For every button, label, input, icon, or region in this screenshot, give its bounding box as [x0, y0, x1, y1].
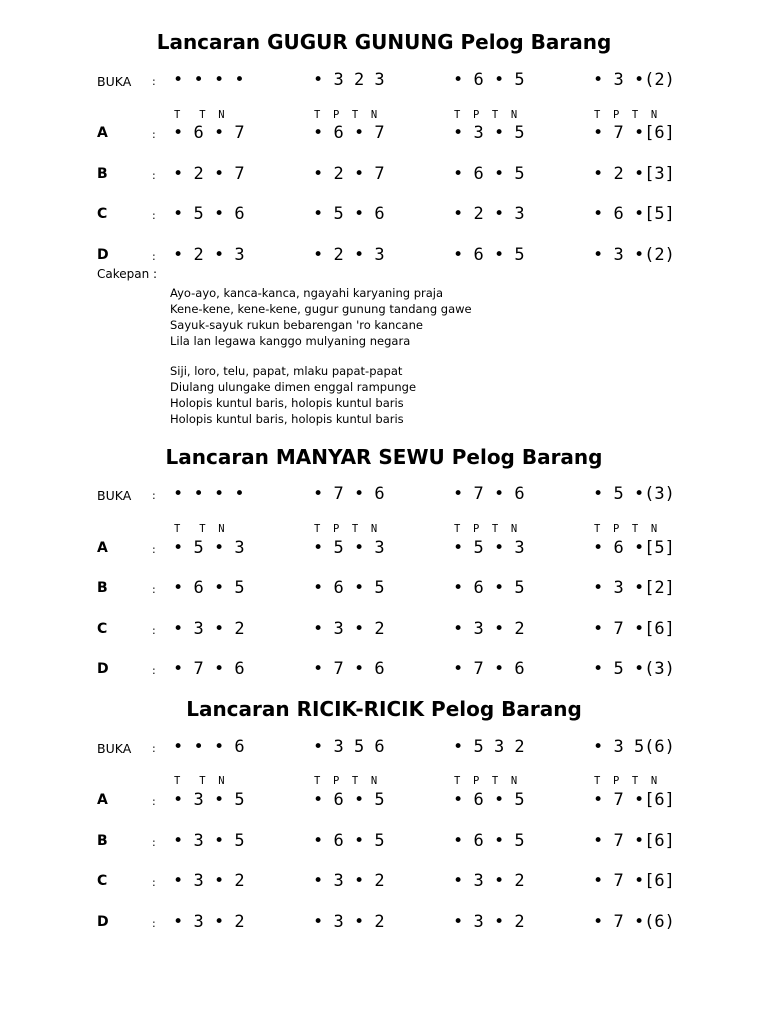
- lyric-line: Siji, loro, telu, papat, mlaku papat-papat: [170, 364, 403, 378]
- gatra: • 6 • 5: [173, 578, 245, 598]
- gatra: • 6 • 5: [453, 245, 525, 265]
- gatra: • 3 • 2: [173, 871, 245, 891]
- gatra: • 3 2 3: [313, 70, 385, 90]
- gatra: • 2 • 3: [173, 245, 245, 265]
- gatra: • 6 • 7: [313, 123, 385, 143]
- row-label: D: [97, 914, 109, 930]
- buka-row: [0, 70, 768, 96]
- gatra: • 2 •[3]: [593, 164, 675, 184]
- colon: :: [152, 250, 156, 263]
- gatra: • 5 • 3: [173, 538, 245, 558]
- notation-row: [0, 831, 768, 857]
- kolotomic-markers: T P T N: [454, 523, 518, 535]
- kolotomic-markers: T P T N: [594, 523, 658, 535]
- kolotomic-markers: T P T N: [454, 775, 518, 787]
- notation-row: [0, 871, 768, 897]
- gatra: • 3 5 6: [313, 737, 385, 757]
- row-label: B: [97, 166, 108, 182]
- gatra: • 7 • 6: [453, 484, 525, 504]
- notation-row: [0, 123, 768, 149]
- lyrics-stanza: [170, 363, 416, 427]
- colon: :: [152, 489, 156, 502]
- gatra: • • • •: [173, 70, 245, 90]
- lyric-line: Ayo-ayo, kanca-kanca, ngayahi karyaning praja: [170, 286, 444, 300]
- notation-row: [0, 578, 768, 604]
- notation-row: [0, 204, 768, 230]
- gatra: • 3 • 5: [173, 790, 245, 810]
- gatra: • 2 • 7: [173, 164, 245, 184]
- row-label: D: [97, 661, 109, 677]
- gatra: • 3 • 2: [453, 912, 525, 932]
- gatra: • 7 • 6: [173, 659, 245, 679]
- gatra: • 6 •[5]: [593, 538, 675, 558]
- kolotomic-markers: T P T N: [594, 109, 658, 121]
- gatra: • 2 • 7: [313, 164, 385, 184]
- gatra: • 7 •[6]: [593, 871, 675, 891]
- gatra: • 3 • 5: [453, 123, 525, 143]
- gatra: • 7 •[6]: [593, 123, 675, 143]
- row-label: D: [97, 247, 109, 263]
- kolotomic-markers: T P T N: [594, 775, 658, 787]
- notation-row: [0, 619, 768, 645]
- colon: :: [152, 169, 156, 182]
- gatra: • 6 • 5: [453, 70, 525, 90]
- gatra: • • • •: [173, 484, 245, 504]
- gatra: • 7 •[6]: [593, 619, 675, 639]
- gatra: • 3 • 5: [173, 831, 245, 851]
- gatra: • 5 •(3): [593, 659, 675, 679]
- gatra: • • • 6: [173, 737, 245, 757]
- colon: :: [152, 583, 156, 596]
- gatra: • 3 •[2]: [593, 578, 675, 598]
- gatra: • 3 •(2): [593, 245, 675, 265]
- lyric-line: Lila lan legawa kanggo mulyaning negara: [170, 334, 411, 348]
- colon: :: [152, 836, 156, 849]
- gatra: • 7 •(6): [593, 912, 675, 932]
- gatra: • 3 • 2: [453, 871, 525, 891]
- gatra: • 6 • 5: [313, 578, 385, 598]
- gatra: • 3 • 2: [173, 619, 245, 639]
- gatra: • 2 • 3: [313, 245, 385, 265]
- kolotomic-markers: T P T N: [454, 109, 518, 121]
- gatra: • 3 5(6): [593, 737, 675, 757]
- row-label: A: [97, 540, 108, 556]
- colon: :: [152, 209, 156, 222]
- buka-label: BUKA: [97, 74, 132, 89]
- kolotomic-markers: T T N: [174, 109, 225, 121]
- gatra: • 5 3 2: [453, 737, 525, 757]
- gatra: • 5 •(3): [593, 484, 675, 504]
- gatra: • 7 •[6]: [593, 831, 675, 851]
- lyric-line: Sayuk-sayuk rukun bebarengan 'ro kancane: [170, 318, 423, 332]
- lyrics-stanza: [170, 285, 472, 349]
- gatra: • 3 • 2: [453, 619, 525, 639]
- gatra: • 7 •[6]: [593, 790, 675, 810]
- buka-label: BUKA: [97, 488, 132, 503]
- colon: :: [152, 664, 156, 677]
- section-title: Lancaran MANYAR SEWU Pelog Barang: [165, 445, 603, 469]
- kolotomic-markers: T T N: [174, 523, 225, 535]
- kolotomic-markers: T P T N: [314, 109, 378, 121]
- gatra: • 2 • 3: [453, 204, 525, 224]
- notation-row: [0, 790, 768, 816]
- kolotomic-markers: T P T N: [314, 523, 378, 535]
- gatra: • 5 • 6: [313, 204, 385, 224]
- gatra: • 7 • 6: [313, 659, 385, 679]
- kolotomic-markers: T T N: [174, 775, 225, 787]
- kolotomic-markers: T P T N: [314, 775, 378, 787]
- colon: :: [152, 917, 156, 930]
- notation-row: [0, 912, 768, 938]
- colon: :: [152, 624, 156, 637]
- gatra: • 6 • 5: [453, 164, 525, 184]
- gatra: • 6 • 5: [453, 831, 525, 851]
- notation-row: [0, 659, 768, 685]
- gatra: • 5 • 6: [173, 204, 245, 224]
- cakepan-label: Cakepan :: [97, 267, 158, 281]
- gatra: • 3 • 2: [313, 619, 385, 639]
- row-label: B: [97, 833, 108, 849]
- lyric-line: Holopis kuntul baris, holopis kuntul baris: [170, 412, 404, 426]
- colon: :: [152, 128, 156, 141]
- lyric-line: Holopis kuntul baris, holopis kuntul baris: [170, 396, 404, 410]
- colon: :: [152, 543, 156, 556]
- colon: :: [152, 742, 156, 755]
- gatra: • 5 • 3: [313, 538, 385, 558]
- row-label: B: [97, 580, 108, 596]
- gatra: • 6 • 5: [453, 790, 525, 810]
- row-label: C: [97, 206, 108, 222]
- lyric-line: Kene-kene, kene-kene, gugur gunung tandang gawe: [170, 302, 472, 316]
- buka-row: [0, 484, 768, 510]
- row-label: A: [97, 792, 108, 808]
- notation-row: [0, 538, 768, 564]
- row-label: A: [97, 125, 108, 141]
- gatra: • 7 • 6: [453, 659, 525, 679]
- gatra: • 6 • 5: [313, 790, 385, 810]
- gatra: • 7 • 6: [313, 484, 385, 504]
- gatra: • 6 • 5: [453, 578, 525, 598]
- gatra: • 6 •[5]: [593, 204, 675, 224]
- colon: :: [152, 795, 156, 808]
- buka-label: BUKA: [97, 741, 132, 756]
- section-title: Lancaran RICIK-RICIK Pelog Barang: [186, 697, 582, 721]
- gatra: • 6 • 5: [313, 831, 385, 851]
- gatra: • 3 •(2): [593, 70, 675, 90]
- colon: :: [152, 75, 156, 88]
- gatra: • 5 • 3: [453, 538, 525, 558]
- colon: :: [152, 876, 156, 889]
- lyric-line: Diulang ulungake dimen enggal rampunge: [170, 380, 417, 394]
- notation-row: [0, 164, 768, 190]
- section-title: Lancaran GUGUR GUNUNG Pelog Barang: [156, 30, 612, 54]
- gatra: • 3 • 2: [173, 912, 245, 932]
- gatra: • 6 • 7: [173, 123, 245, 143]
- buka-row: [0, 737, 768, 763]
- gatra: • 3 • 2: [313, 912, 385, 932]
- row-label: C: [97, 873, 108, 889]
- row-label: C: [97, 621, 108, 637]
- gatra: • 3 • 2: [313, 871, 385, 891]
